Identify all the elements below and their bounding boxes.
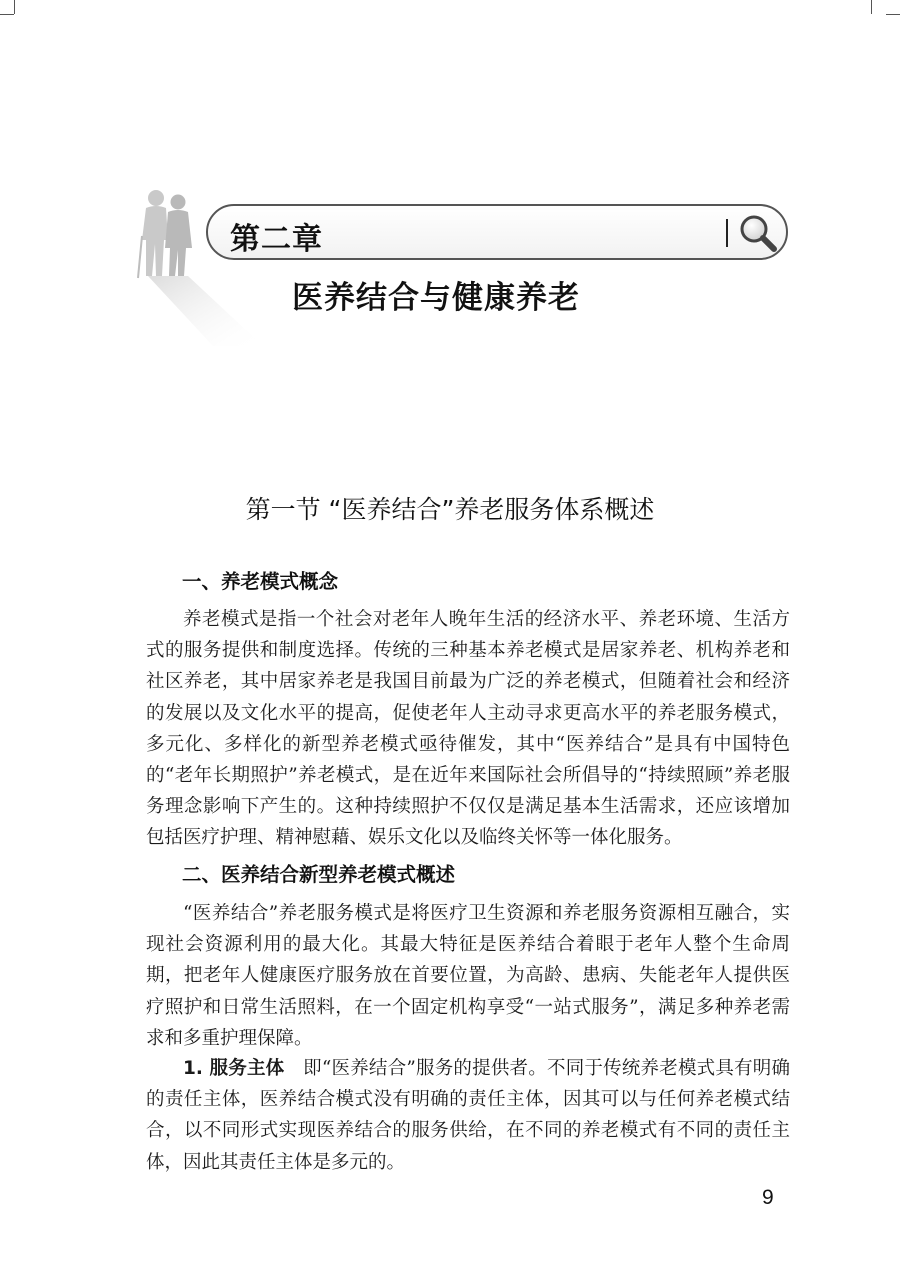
text-cursor	[726, 219, 728, 247]
heading-part1: 一、养老模式概念	[182, 570, 339, 593]
heading-part2: 二、医养结合新型养老模式概述	[182, 863, 456, 886]
paragraph-part1: 养老模式是指一个社会对老年人晚年生活的经济水平、养老环境、生活方式的服务提供和制度选择。传统的三种基本养老模式是居家养老、机构养老和社区养老，其中居家养老是我国目前最为广泛的养老模式，但随着社会和经济的发展以及文化水平的提高，促使老年人主动寻求更高水平的养老服务模式，多元化、多样化的新型养老模式亟待催发，其中“医养结合”是具有中国特色的“老年长期照护”养老模式，是在近年来国际社会所倡导的“持续照顾”养老服务理念影响下产生的。这种持续照护不仅仅是满足基本生活需求，还应该增加包括医疗护理、精神慰藉、娱乐文化以及临终关怀等一体化服务。	[146, 609, 790, 849]
chapter-title: 医养结合与健康养老	[292, 280, 580, 316]
crop-mark-top-right	[871, 0, 886, 14]
chapter-banner	[206, 204, 788, 260]
crop-mark-top-left-horizontal	[0, 14, 14, 15]
item-lead-label: 1. 服务主体	[183, 1058, 285, 1079]
list-item-service-subject	[146, 1053, 790, 1178]
crop-mark-top-right-horizontal	[886, 14, 900, 15]
item-body-text: 即“医养结合”服务的提供者。不同于传统养老模式具有明确的责任主体，医养结合模式没有明确的责任主体，因其可以与任何养老模式结合，以不同形式实现医养结合的服务供给，在不同的养老模式有不同的责任主体，因此其责任主体是多元的。	[146, 1058, 791, 1173]
chapter-label: 第二章	[230, 222, 323, 257]
crop-mark-top-left	[0, 0, 15, 14]
magnifier-icon	[738, 213, 778, 253]
section-title: 第一节 “医养结合”养老服务体系概述	[245, 495, 655, 524]
page-number: 9	[762, 1186, 774, 1209]
paragraph-part2: “医养结合”养老服务模式是将医疗卫生资源和养老服务资源相互融合，实现社会资源利用的最大化。其最大特征是医养结合着眼于老年人整个生命周期，把老年人健康医疗服务放在首要位置，为高龄、患病、失能老年人提供医疗照护和日常生活照料，在一个固定机构享受“一站式服务”，满足多种养老需求和多重护理保障。	[146, 903, 790, 1049]
